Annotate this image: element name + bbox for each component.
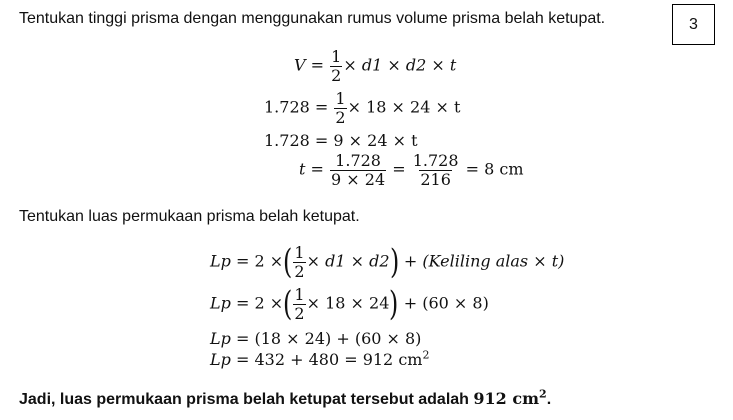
volume-line-1-rhs: × d1 × d2 × t [343,55,457,75]
conclusion-value: 912 $cm^2$ [473,387,547,408]
fraction-half: $\frac{1}{2}$ [294,285,305,323]
instruction-area: Tentukan luas permukaan prisma belah ketupat. [19,208,360,225]
instruction-height: Tentukan tinggi prisma dengan menggunakan rumus volume prisma belah ketupat. [19,10,606,27]
volume-line-4: t = $\frac{1.728}{9 \times 24}$ = $\frac{1.728}{216}$ = 8 cm [299,151,524,189]
volume-line-2 [264,90,460,126]
area-line-3: Lp = (18 × 24) + (60 × 8) [210,329,422,348]
fraction-half: $\frac{1}{2}$ [331,47,342,85]
volume-line-4-rhs: = 8 cm [465,159,524,179]
area-line-4: Lp = 432 + 480 = 912 $cm^2$ [210,348,430,369]
volume-line-4-lhs: t = [299,159,324,179]
volume-line-3: 1.728 = 9 × 24 × t [264,131,418,150]
fraction-half: $\frac{1}{2}$ [294,243,305,281]
volume-line-2-rhs: × 18 × 24 × t [347,97,461,117]
conclusion-text: Jadi, luas permukaan prisma belah ketupat tersebut adalah [19,391,469,408]
volume-line-1-lhs: V = [294,55,325,75]
area-line-1: Lp = 2 ×( $\frac{1}{2}$ × d1 × d2) + (Keliling alas × t) [210,242,565,283]
fraction-half: $\frac{1}{2}$ [335,89,346,127]
page-number: 3 [689,15,698,33]
area-line-2: Lp = 2 ×( $\frac{1}{2}$ × 18 × 24) + (60 × 8) [210,284,489,325]
volume-line-1 [294,48,456,84]
fraction-1728-over-9x24: $\frac{1.728}{9 \times 24}$ [331,151,386,189]
page-number-box [672,4,715,45]
fraction-1728-over-216: $\frac{1.728}{216}$ [412,151,459,189]
conclusion: Jadi, luas permukaan prisma belah ketupat tersebut adalah 912 $cm^2$. [19,387,552,408]
volume-line-2-lhs: 1.728 = [264,97,329,117]
